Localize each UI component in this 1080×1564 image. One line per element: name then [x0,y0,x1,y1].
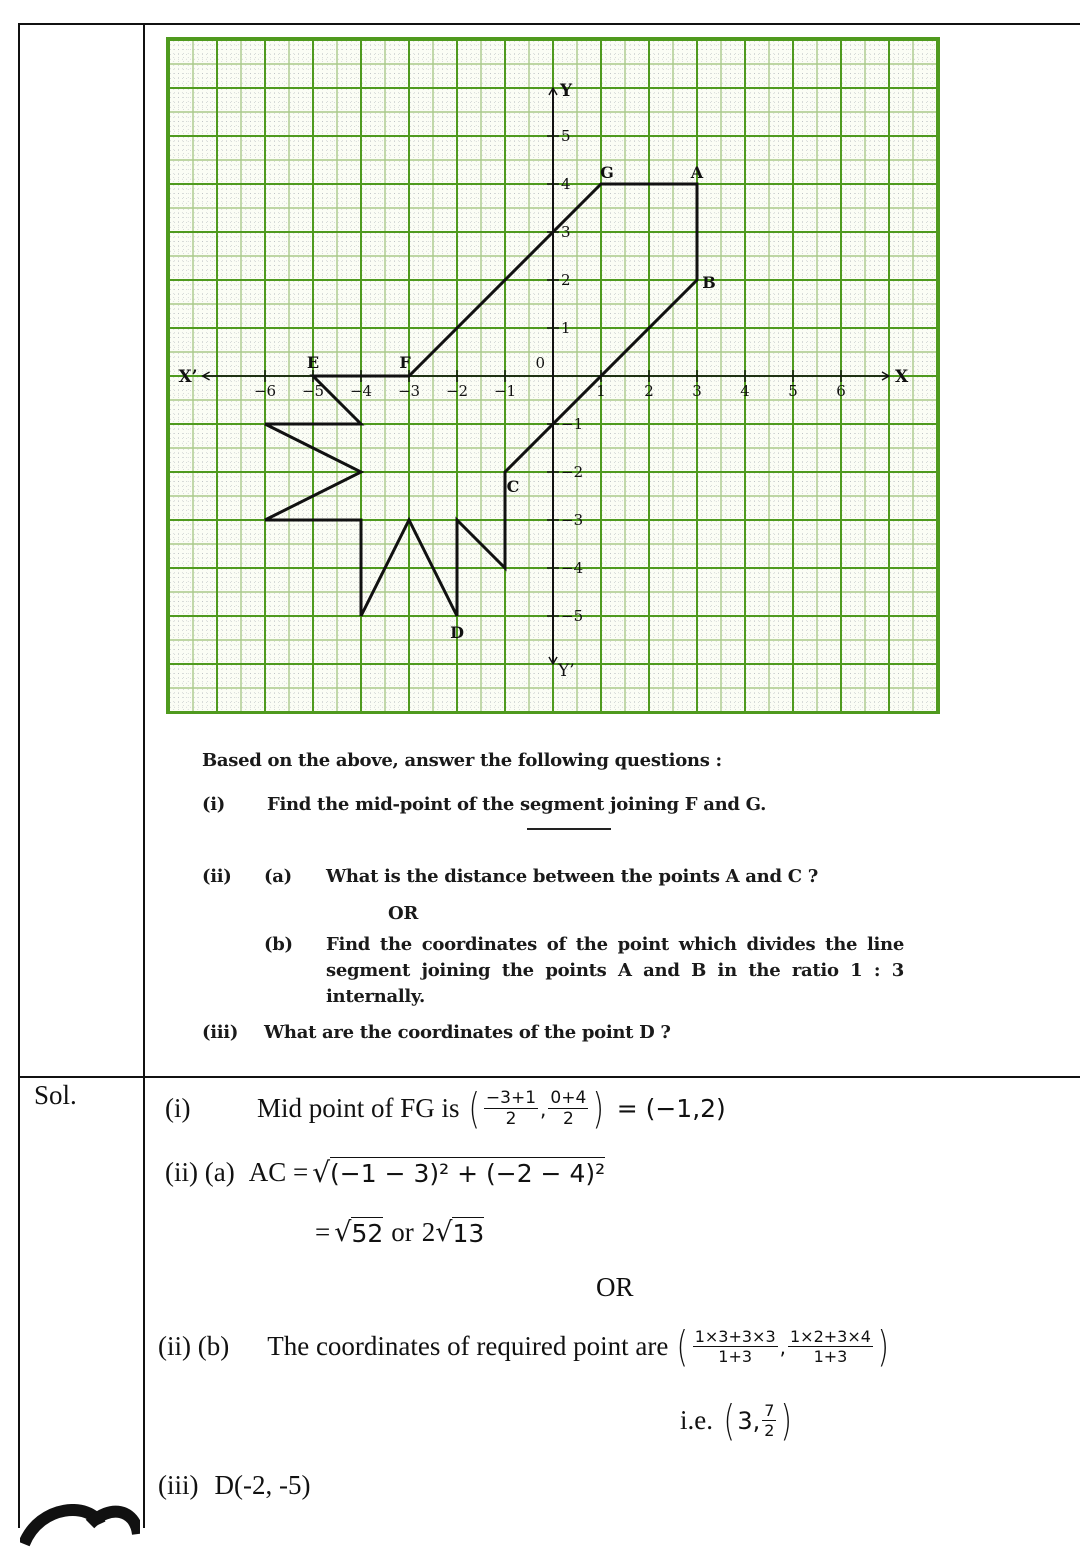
x-axis-label: X [895,367,909,387]
x-tick-label: 6 [836,382,846,400]
q1-text: Find the mid-point of the segment joining F and G. [267,794,767,815]
y-tick-label: −5 [561,607,584,625]
y-tick-label: 4 [561,175,571,193]
x-tick-label: 3 [692,382,702,400]
sol-iia-lhs: AC = [248,1157,309,1187]
sol-iia-radicand: (−1 − 3)² + (−2 − 4)² [330,1159,606,1188]
q2-number: (ii) [202,866,232,887]
point-label-e: E [306,353,320,372]
point-label-f: F [399,353,411,372]
q2b-line-3: internally. [326,986,425,1007]
sol-iib-ie-frac: $\frac{7}{2}$ [764,1400,775,1440]
y-axis-label: Y [560,81,573,101]
q1-number: (i) [202,794,225,815]
x-tick-label: −3 [397,382,421,400]
y-tick-label: −2 [561,463,584,481]
sol-i-number: (i) [165,1093,191,1123]
x-tick-label: 1 [596,382,606,400]
point-label-a: A [690,163,704,182]
sol-iib-ie: i.e. ( 3, $\frac{7}{2}$ ) [680,1396,793,1445]
sol-iii-text: D(-2, -5) [214,1470,311,1500]
x-tick-label: −1 [493,382,517,400]
table-left-border [18,23,20,1528]
sol-iib-number: (ii) (b) [158,1331,230,1361]
q3-number: (iii) [202,1022,239,1043]
x-tick-label: 5 [788,382,798,400]
sol-iia-number: (ii) (a) [165,1157,235,1187]
table-column-divider [143,23,145,1528]
sqrt-symbol: √ [334,1217,352,1248]
sol-iia-result: = √ 52 or 2 √ 13 [315,1217,485,1248]
x-tick-label: 2 [644,382,654,400]
sol-i-text: Mid point of FG is [257,1093,460,1123]
sqrt-13: 13 [452,1219,485,1248]
sol-or: OR [596,1272,634,1302]
q2b-label: (b) [264,934,293,955]
close-paren: ) [592,1084,605,1133]
logo-icon [20,1504,140,1564]
q3-text: What are the coordinates of the point D ? [264,1022,671,1043]
sol-i-result: = (−1,2) [616,1094,726,1123]
sol-iii [158,1470,310,1501]
sol-iib-frac-x: $\frac{1\times 3+3\times 3}{1+3}$ [694,1326,776,1366]
point-label-c: C [506,477,520,496]
x-neg-axis-label: X’ [178,367,198,387]
coordinate-graph [166,37,940,714]
q1-underline-mark [527,828,611,830]
y-tick-label: 3 [561,223,571,241]
point-label-d: D [450,623,464,642]
q2b-line-2: segment joining the points A and B in the ratio 1 : 3 [326,960,904,981]
sqrt-symbol: √ [312,1156,331,1189]
y-tick-label: −3 [561,511,584,529]
sol-i-frac-x: $\frac{-3+1}{2}$ [485,1087,537,1129]
x-tick-label: −5 [301,382,325,400]
sol-i-frac-y: $\frac{0+4}{2}$ [550,1087,587,1129]
q2a-label: (a) [264,866,292,887]
point-label-b: B [702,273,716,292]
sqrt-52: 52 [351,1219,384,1248]
table-top-border [19,23,1080,25]
y-tick-label: 5 [561,127,571,145]
y-tick-label: −4 [561,559,584,577]
x-tick-label: 4 [740,382,750,400]
q2-or: OR [388,903,419,924]
sol-iib-frac-y: $\frac{1\times 2+3\times 4}{1+3}$ [790,1326,871,1366]
questions-intro: Based on the above, answer the following questions : [202,750,722,771]
point-label-g: G [600,163,614,182]
sol-label: Sol. [34,1080,77,1110]
x-tick-label: −2 [445,382,469,400]
y-tick-label: 2 [561,271,571,289]
q2b-line-1: Find the coordinates of the point which divides the line [326,934,904,955]
q2a-text: What is the distance between the points A and C ? [326,866,818,887]
y-tick-label: −1 [561,415,584,433]
close-paren: ) [780,1396,793,1445]
y-tick-label: 1 [561,319,571,337]
sol-iia [165,1156,605,1189]
x-tick-label: −6 [253,382,277,400]
y-neg-axis-label: Y’ [558,661,575,681]
open-paren: ( [676,1322,689,1371]
open-paren: ( [723,1396,735,1445]
sol-iib-text: The coordinates of required point are [267,1331,669,1361]
sol-i: (i) Mid point of FG is ( $\frac{-3+1}{2}$ , $\frac{0+4}{2}$ ) = (−1,2) [165,1084,726,1133]
sqrt-symbol: √ [435,1217,453,1248]
close-paren: ) [877,1322,889,1371]
x-tick-label: −4 [349,382,373,400]
table-row-divider [19,1076,1080,1078]
sol-iib: (ii) (b) The coordinates of required point are ( $\frac{1\times 3+3\times 3}{1+3}$ , $\frac{1\times 2+3\times 4}{1+3}$ ) [158,1322,889,1371]
origin-label: 0 [535,354,545,372]
open-paren: ( [467,1084,480,1133]
sol-iii-number: (iii) [158,1470,199,1500]
